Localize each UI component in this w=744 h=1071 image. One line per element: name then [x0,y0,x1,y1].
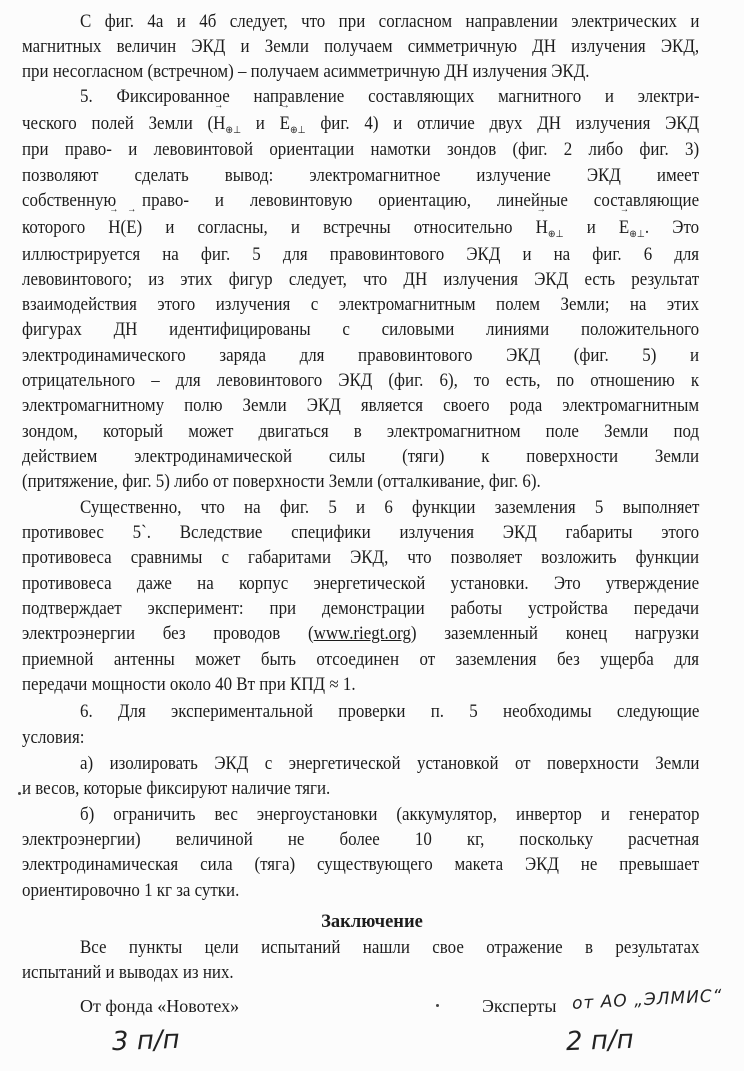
paren: ( [120,218,127,238]
text-fragment: фиг. 4) и отличие двух ДН излучения ЭКД [305,114,700,134]
conclusion-line: испытаний и выводах из них. [22,963,234,983]
text-line: фигурах ДН идентифицированы с силовыми линиями положительного [22,320,700,340]
website-link[interactable]: www.riegt.org [313,624,411,644]
signature-right-label: Эксперты [482,996,557,1016]
text-line: электроэнергии) величиной не более 10 кг, поскольку расчетная [22,830,700,850]
text-line: передачи мощности около 40 Вт при КПД ≈ 1. [22,675,356,695]
vector-h: → H [213,112,225,136]
text-line: б) ограничить вес энергоустановки (аккумулятор, инвертор и генератор [80,805,700,825]
text-line: 6. Для экспериментальной проверки п. 5 необходимы следующие [80,702,700,722]
paren: ) [136,218,143,238]
text-fragment: и [241,114,280,134]
text-line: левовинтового; из этих фигур следует, что ДН излучения ЭКД есть результат [22,270,700,290]
conclusion-heading: Заключение [321,912,423,932]
text-line: Существенно, что на фиг. 5 и 6 функции заземления 5 выполняет [80,498,700,518]
text-line: при право- и левовинтовой ориентации намотки зондов (фиг. 2 либо фиг. 3) [22,140,700,160]
text-line: С фиг. 4а и 4б следует, что при согласном направлении электрических и [80,12,700,32]
text-line: при несогласном (встречном) – получаем асимметричную ДН излучения ЭКД. [22,62,590,82]
text-fragment: . Это [644,218,700,238]
text-line: а) изолировать ЭКД с энергетической установкой от поверхности Земли [80,754,700,774]
conclusion-line: Все пункты цели испытаний нашли свое отражение в результатах [80,938,700,958]
vector-e: → E [280,112,290,136]
subscript: ⊕⊥ [225,125,242,136]
text-fragment: и согласны, и встречны относительно [142,218,536,238]
signature-left-label: От фонда «Новотех» [80,996,240,1016]
text-line-with-link [22,622,699,646]
text-line: (притяжение, фиг. 5) либо от поверхности Земли (отталкивание, фиг. 6). [22,472,541,492]
text-line: иллюстрируется на фиг. 5 для правовинтового ЭКД и на фиг. 6 для [22,245,700,265]
text-line: противовес 5`. Вследствие специфики излучения ЭКД габариты этого [22,523,700,543]
vector-e: → E [126,216,136,240]
subscript: ⊕⊥ [547,229,564,240]
vector-e: → E [619,216,629,240]
subscript: ⊕⊥ [289,125,306,136]
text-line: 5. Фиксированное направление составляющих магнитного и электри- [80,87,700,107]
subscript: ⊕⊥ [629,229,645,240]
text-line: подтверждает эксперимент: при демонстрации работы устройства передачи [22,599,700,619]
text-line: электромагнитному полю Земли ЭКД является своего рода электромагнитным [22,396,700,416]
text-line: электродинамического заряда для правовинтового ЭКД (фиг. 5) и [22,346,700,366]
text-line: противовеса сравнимы с габаритами ЭКД, что позволяет возложить функции [22,548,700,568]
vector-h: → H [108,216,120,240]
scan-speck [436,1004,439,1007]
text-line: магнитных величин ЭКД и Земли получаем симметричную ДН излучения ЭКД, [22,37,700,57]
text-line: противовеса даже на корпус энергетической установки. Это утверждение [22,574,700,594]
text-fragment: ческого полей Земли ( [22,114,214,134]
text-line: условия: [22,728,85,748]
text-line: взаимодействия этого излучения с электромагнитным полем Земли; на этих [22,295,700,315]
text-fragment: ) заземленный конец нагрузки [410,624,700,644]
text-fragment: и [563,218,619,238]
vector-h: → H [536,216,548,240]
text-line: действием электродинамической силы (тяги) к поверхности Земли [22,447,700,467]
text-line: собственную право- и левовинтовую ориентацию, линейные составляющие [22,191,700,211]
handwritten-organization: от АО „ЭЛМИС“ [571,986,724,1014]
text-line: отрицательного – для левовинтового ЭКД (фиг. 6), то есть, по отношению к [22,371,700,391]
text-line: и весов, которые фиксируют наличие тяги. [22,779,331,799]
text-line: приемной антенны может быть отсоединен от заземления без ущерба для [22,650,700,670]
text-line: ориентировочно 1 кг за сутки. [22,881,240,901]
text-fragment: которого [22,218,109,238]
scan-speck [18,792,21,795]
handwritten-count-right: 2 п/п [565,1024,635,1058]
text-line: позволяют сделать вывод: электромагнитное излучение ЭКД имеет [22,166,700,186]
text-line: зондом, который может двигаться в электромагнитном поле Земли под [22,422,700,442]
handwritten-count-left: 3 п/п [111,1024,181,1058]
text-line: электродинамическая сила (тяга) существующего макета ЭКД не превышает [22,855,700,875]
text-fragment: электроэнергии без проводов ( [22,624,314,644]
